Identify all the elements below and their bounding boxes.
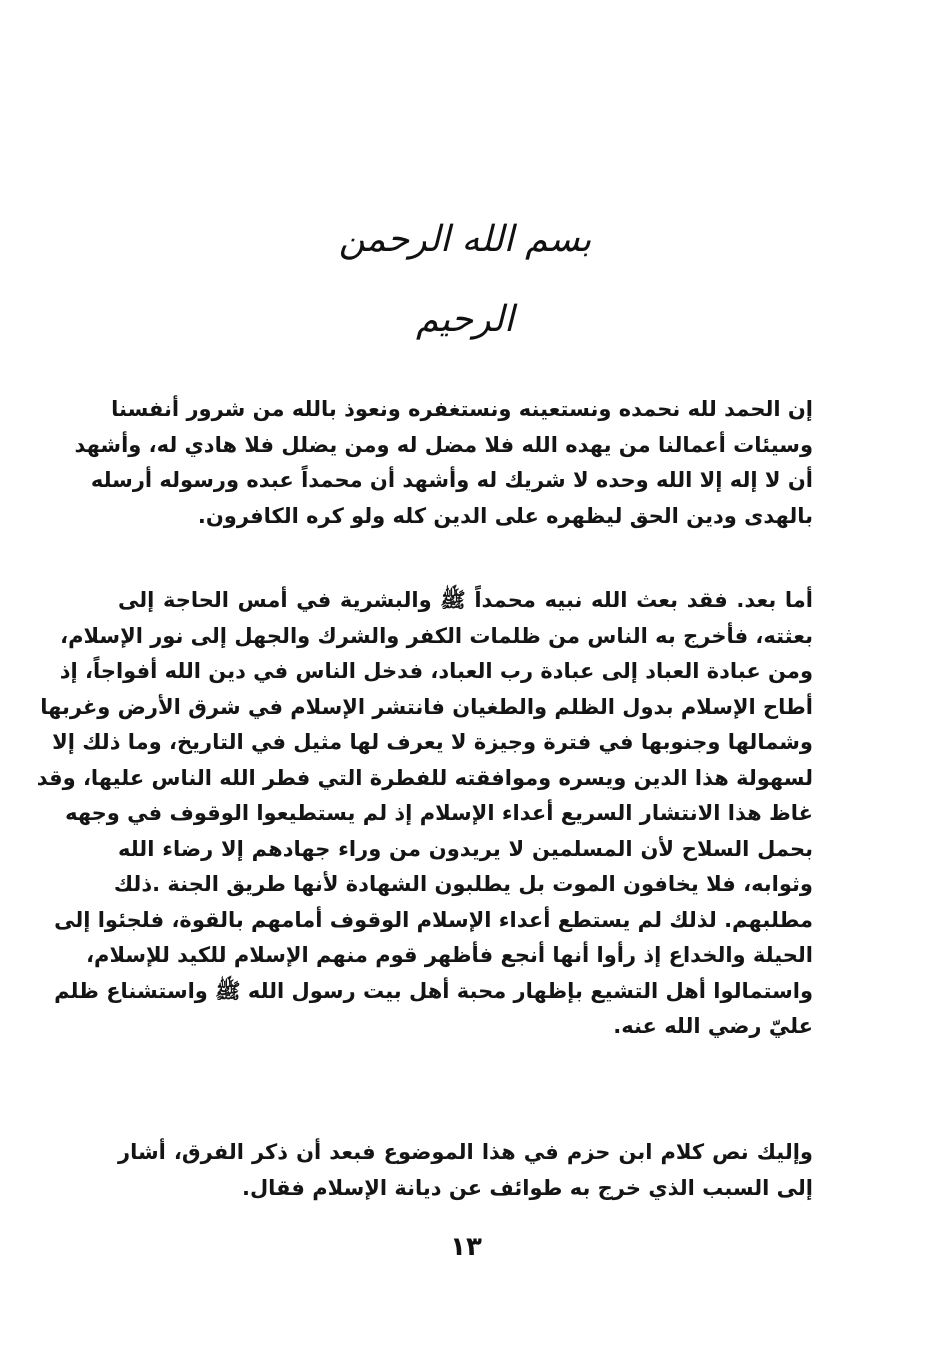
paragraph-line: غاظ هذا الانتشار السريع أعداء الإسلام إذ لم يستطيعوا الوقوف في وجهه: [65, 801, 813, 825]
paragraph-1: [74, 392, 813, 534]
paragraph-line: عليّ رضي الله عنه.: [613, 1014, 813, 1038]
paragraph-line: بالهدى ودين الحق ليظهره على الدين كله ولو كره الكافرون.: [197, 503, 813, 528]
basmala-heading: بسم الله الرحمن الرحيم: [338, 219, 592, 340]
paragraph-line: بعثته، فأخرج به الناس من ظلمات الكفر والشرك والجهل إلى نور الإسلام،: [60, 623, 813, 648]
paragraph-line: وسيئات أعمالنا من يهده الله فلا مضل له ومن يضلل فلا هادي له، وأشهد: [74, 432, 813, 457]
page-number: ١٣: [450, 1232, 482, 1262]
paragraph-line: الحيلة والخداع إذ رأوا أنها أنجع فأظهر قوم منهم الإسلام للكيد للإسلام،: [86, 943, 813, 967]
paragraph-line: وشمالها وجنوبها في فترة وجيزة لا يعرف لها مثيل في التاريخ، وما ذلك إلا: [52, 730, 813, 754]
paragraph-line: ومن عبادة العباد إلى عبادة رب العباد، فدخل الناس في دين الله أفواجاً، إذ: [59, 659, 813, 683]
paragraph-line: أما بعد. فقد بعث الله نبيه محمداً ﷺ والبشرية في أمس الحاجة إلى: [118, 588, 813, 612]
paragraph-line: وإليك نص كلام ابن حزم في هذا الموضوع فبعد أن ذكر الفرق، أشار: [118, 1140, 813, 1164]
paragraph-line: أن لا إله إلا الله وحده لا شريك له وأشهد أن محمداً عبده ورسوله أرسله: [90, 468, 813, 492]
paragraph-3: [118, 1135, 813, 1206]
paragraph-line: إن الحمد لله نحمده ونستعينه ونستغفره ونعوذ بالله من شرور أنفسنا: [111, 397, 813, 421]
paragraph-line: بحمل السلاح لأن المسلمين لا يريدون من وراء جهادهم إلا رضاء الله: [118, 836, 813, 861]
paragraph-line: وثوابه، فلا يخافون الموت بل يطلبون الشهادة لأنها طريق الجنة .ذلك: [113, 872, 813, 896]
paragraph-line: إلى السبب الذي خرج به طوائف عن ديانة الإسلام فقال.: [241, 1175, 813, 1200]
paragraph-line: مطلبهم. لذلك لم يستطع أعداء الإسلام الوقوف أمامهم بالقوة، فلجئوا إلى: [54, 907, 813, 932]
paragraph-line: لسهولة هذا الدين ويسره وموافقته للفطرة التي فطر الله الناس عليها، وقد: [36, 765, 813, 790]
paragraph-2: [36, 583, 813, 1045]
paragraph-line: واستمالوا أهل التشيع بإظهار محبة أهل بيت رسول الله ﷺ واستشناع ظلم: [54, 978, 813, 1003]
paragraph-line: أطاح الإسلام بدول الظلم والطغيان فانتشر الإسلام في شرق الأرض وغربها: [40, 694, 813, 719]
